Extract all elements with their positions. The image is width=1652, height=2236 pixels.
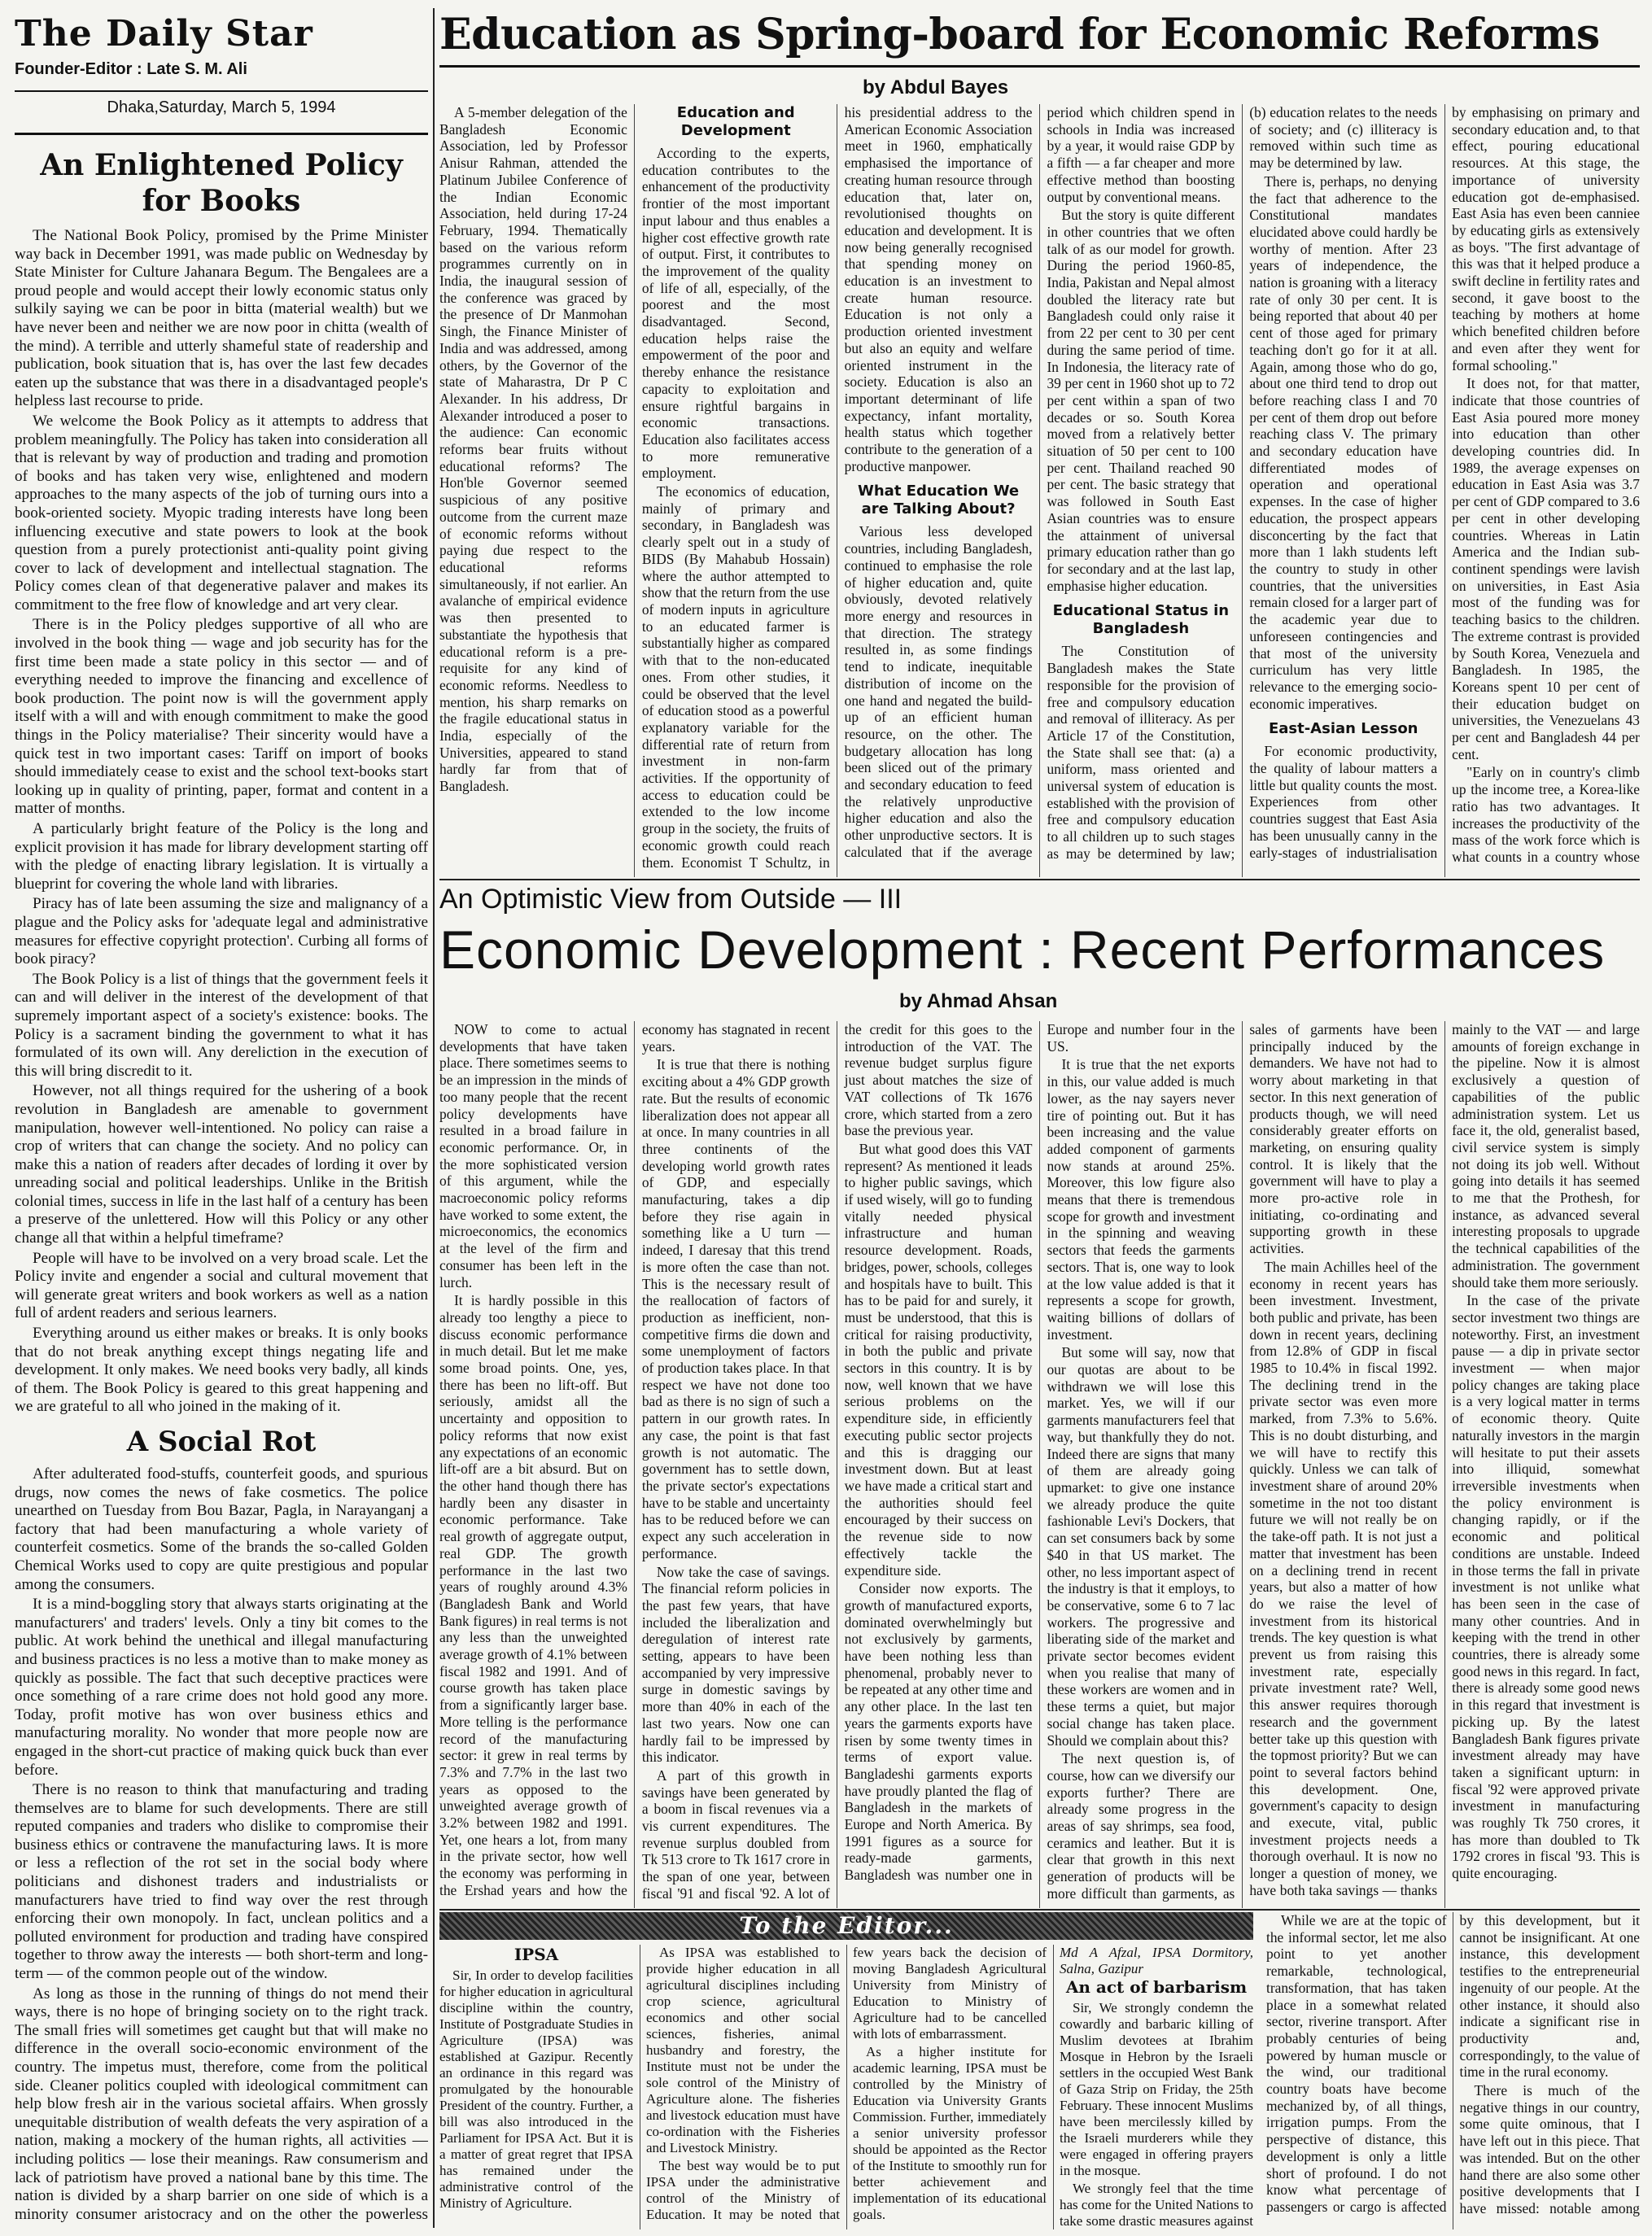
- subheading: What Education We are Talking About?: [858, 483, 1020, 518]
- paragraph: Various less developed countries, including Bangladesh, continued to emphasise the role of higher education and, quite obviously, devoted relatively more energy and resources in that direction. The strategy resulted in, as some findings tend to indicate, inequitable distribution of income on the one hand and negated the build-up of an efficient human resource, on the other. The budgetary allocation has long been sliced out of the primary and secondary education to feed the relatively unproductive higher education and also the other unproductive sectors. It is calculated that if the average period which children spend in schools in India was increased by a year, it would raise GDP by a fifth — a far cheaper and more effective method than boosting output by conventional means.: [844, 104, 1235, 860]
- column-rule-left: [433, 8, 435, 2228]
- paragraph: Sir, In order to develop facilities for higher education in agricultural discipline within the country, Institute of Postgraduate Studies in Agriculture (IPSA) was established at Gazipur. Recently an ordinance in this regard was promulgated by the honourable President of the country. Further, a bill was also introduced in the Parliament for IPSA Act. But it is a matter of great regret that IPSA has remained under the administrative control of the Ministry of Agriculture.: [439, 1967, 633, 2211]
- paragraph: Consider now exports. The growth of manufactured exports, dominated overwhelmingly but not exclusively by garments, have been nothing less than phenomenal, probably never to be repeated at any other time and any other place. In the last ten years the garments exports have risen by some twenty times in terms of export value. Bangladeshi garments exports have proudly planted the flag of Bangladesh in the markets of Europe and North America. By 1991 figures as a source for ready-made garments, Bangladesh was number one in Europe and number four in the US.: [844, 1021, 1235, 1884]
- paragraph: There is much of the negative things in our country, some quite ominous, that I have left out in this piece. That was intended. But on the other hand there are also some other positive developments that I have missed: notable among: [1459, 2082, 1640, 2216]
- paragraph: The best way would be to put IPSA under the administrative control of the Ministry of Education. It may be noted that few years back the decision of moving Bangladesh Agricultural University from Ministry of Education to Ministry of Agriculture had to be cancelled with lots of embarrassment.: [646, 1945, 1047, 2222]
- letters-body: [439, 1945, 1253, 2229]
- paragraph: After adulterated food-stuffs, counterfeit goods, and spurious drugs, now comes the news of fake cosmetics. The police unearthed on Tuesday from Bou Bazar, Pagla, in Narayanganj a factory that had been manufacturing a whole variety of counterfeit cosmetics. Some of the brands the so-called Golden Chemical Works used to copy are quite prestigious and popular among the consumers.: [15, 1465, 428, 1593]
- letter-signature: Md A Afzal, IPSA Dormitory, Salna, Gazipur: [1060, 1945, 1253, 1976]
- paragraph: But some will say, now that our quotas are about to be withdrawn we will lose this market. Yes, we will if our garments manufacturers feel that way, but thankfully they do not. Indeed there are signs that many of them are already going upmarket: to give one instance we already produce the quite fashionable Levi's Dockers, that can set consumers back by some $40 in that US market. The other, no less important aspect of the industry is that it employs, to be conservative, some 6 to 7 lac workers. The progressive and liberating side of the market and private sector becomes evident when you realise that many of these workers are women and in these terms a quiet, but major social change has taken place. Should we complain about this?: [1047, 1344, 1235, 1749]
- paragraph: It is hardly possible in this already too lengthy a piece to discuss economic performance in much detail. But let me make some broad points. One, yes, there has been no lift-off. But seriously, amidst all the uncertainty and opposition to policy reforms that now exist any expectations of an economic lift-off are a bit absurd. But on the other hand though there has hardly been any disaster in economic performance. Take real growth of aggregate output, real GDP. The growth performance in the last two years of roughly around 4.3% (Bangladesh Bank and World Bank figures) in real terms is not any less than the unweighted average growth of 4.1% between fiscal 1982 and 1991. And of course growth has taken place from a significantly larger base. More telling is the performance record of the manufacturing sector: it grew in real terms by 7.3% and 7.7% in the last two years as opposed to the unweighted average growth of 3.2% between 1982 and 1991. Yet, one hears a lot, from many in the private sector, how well the economy was performing in the Ershad years and how the economy has stagnated in recent years.: [439, 1021, 830, 1898]
- paragraph: As long as those in the running of things do not mend their ways, there is no hope of bringing society on to the right track. The small fries will sometimes get caught but that will make no difference in the overall socio-economic environment of the country. The impetus must, therefore, come from the political side. Cleaner politics coupled with ideological commitment can help blow fresh air in the various societal affairs. When grossly unequitable distribution of wealth defeats the very aspiration of a nation, making a mockery of the human rights, all activities — including politics — lose their meanings. Raw consumerism and lack of patriotism have proved a national bane by this time. The nation is divided by a sharp barrier on one side of which is a minority consumer aristocracy and on the other the powerless: [15, 1985, 428, 2223]
- paragraph: We strongly feel that the time has come for the United Nations to take some drastic measures against: [1060, 2181, 1253, 2229]
- paragraph: The National Book Policy, promised by the Prime Minister way back in December 1991, was made public on Wednesday by State Minister for Culture Jahanara Begum. The Bengalees are a proud people and would accept their lowly economic status only sulkily saying we can be poor in bitta (material wealth) but we have never been and neither we are now poor in chitta (wealth of the mind). A terrible and utterly shameful state of readership and publication, book situation that is, has over the last few decades eaten up the substance that was there in a disadvantaged people's helpless last recourse to pride.: [15, 227, 428, 410]
- founder-editor: Founder-Editor : Late S. M. Ali: [15, 60, 247, 78]
- paragraph: A part of this growth in savings have been generated by a boom in fiscal revenues via a vis current expenditures. The revenue surplus doubled from Tk 513 crore to Tk 1617 crore in the span of one year, between fiscal '91 and fiscal '92. A lot of the credit for this goes to the introduction of the VAT. The revenue budget surplus figure just about matches the size of VAT collections of Tk 1676 crore, which started from a zero base the previous year.: [641, 1021, 1033, 1902]
- section-rule-middle: [439, 879, 1640, 880]
- paragraph: It is true that there is nothing exciting about a 4% GDP growth rate. But the results of economic liberalization does not appear all at once. In many countries in all three continents of the developing world growth rates of GDP, and especially manufacturing, takes a dip before they rise again in something like a U turn — indeed, I daresay that this trend is more often the case than not. This is the necessary result of the reallocation of factors of production as inefficient, non-competitive firms die down and some unemployment of factors of production takes place. In that respect we have not done too bad as there is no sign of such a pattern in our growth rates. In any case, the point is that fast growth is not automatic. The government has to settle down, the private sector's expectations have to be stable and uncertainty has to be reduced before we can expect any such acceleration in performance.: [641, 1056, 830, 1561]
- masthead: [15, 11, 428, 135]
- paragraph: There is in the Policy pledges supportive of all who are involved in the book thing — wage and job security has for the first time been made a state policy in this sector — and of everything needed to improve the financing and excellence of book production. The point now is will the government apply itself with a will and with enough commitment to make the good things in the Policy materialise? Their sincerity would have a quick test in two important cases: Tariff on import of books should immediately cease to exist and the school text-books start looking up in quality of printing, paper, format and content in a matter of months.: [15, 616, 428, 818]
- paragraph: Everything around us either makes or breaks. It is only books that do not break anything except things negating life and development. It only makes. We need books very badly, all kinds of them. The Book Policy is geared to this great happening and we are grateful to all who joined in the making of it.: [15, 1325, 428, 1416]
- paragraph: According to the experts, education contributes to the enhancement of the productivity frontier of the most important input labour and thus enables a higher cost effective growth rate of output. First, it contributes to the improvement of the quality of life of all, especially, of the poorest and the most disadvantaged. Second, education helps raise the empowerment of the poor and thereby enhance the resistance capacity to exploitation and ensure rightful bargains in economic transactions. Education also facilitates access to more remunerative employment.: [641, 145, 830, 482]
- paragraph: A 5-member delegation of the Bangladesh Economic Association, led by Professor Anisur Rahman, attended the Platinum Jubilee Conference of the Indian Economic Association, held during 17-24 February, 1994. Thematically based on the various reform programmes currently on in India, the inaugural session of the conference was graced by the presence of Dr Manmohan Singh, the Finance Minister of India and was addressed, among others, by the Governor of the state of Maharastra, Dr P C Alexander. In his address, Dr Alexander introduced a poser to the audience: Can economic reforms bear fruits without educational reforms? The Hon'ble Governor seemed suspicious of any positive outcome from the current maze of economic reforms without paying due respect to the educational reforms simultaneously, if not earlier. An avalanche of empirical evidence was then presented to substantiate the hypothesis that educational reform is a pre-requisite for any kind of economic reforms. Needless to mention, his sharp remarks on the fragile educational status in India, especially of the Universities, appeared to stand hardly far from that of Bangladesh.: [439, 104, 627, 795]
- letters-banner: [439, 1912, 1253, 1940]
- paragraph: It is true that the net exports in this, our value added is much lower, as the nay sayers never tire of pointing out. But it has been increasing and the value added component of garments now stands at around 25%. Moreover, this low figure also means that there is tremendous scope for growth and investment in the spinning and weaving sectors that feeds the garments sectors. That is, one way to look at the low value added is that it represents a scope for growth, waiting billions of dollars of investment.: [1047, 1056, 1235, 1343]
- economic-development-article: [439, 883, 1640, 1912]
- editorial-title-social-rot: A Social Rot: [126, 1426, 317, 1458]
- letter-title: IPSA: [514, 1945, 559, 1964]
- article-byline: by Abdul Bayes: [863, 76, 1009, 98]
- paragraph: The Book Policy is a list of things that the government feels it can and will deliver in the interest of the development of that supremely important aspect of a society's existence: books. The Policy is a sacrament binding the government to what it has formulated of its own will. Any dereliction in the execution of this will bring discredit to it.: [15, 970, 428, 1080]
- paragraph: A particularly bright feature of the Policy is the long and explicit provision it has made for library development starting off with the pledge of enacting library legislation. It is virtually a blueprint for covering the whole land with libraries.: [15, 820, 428, 893]
- paragraph: There is, perhaps, no denying the fact that adherence to the Constitutional mandates elucidated above could hardly be worthy of mention. After 23 years of independence, the nation is groaning with a literacy rate of only 30 per cent. It is being reported that about 40 per cent of those aged for primary teaching don't go for it at all. Again, among those who do go, about one third tend to drop out before reaching class I and 70 per cent of them drop out before reaching class V. The primary and secondary education have differentiated modes of operation and operational expenses. In the case of higher education, the prospect appears disconcerting by the fact that more than 1 lakh students left the country to study in other countries, that the universities remain closed for a larger part of the academic year due to unforeseen contingencies and that most of the university curriculum has very little relevance to the emerging socio-economic imperatives.: [1249, 173, 1438, 712]
- editorial-column: [15, 142, 428, 2225]
- article-body-economic: [439, 1021, 1640, 1908]
- subheading: East-Asian Lesson: [1268, 720, 1418, 738]
- paragraph: The Constitution of Bangladesh makes the State responsible for the provision of free and compulsory education and removal of illiteracy. As per Article 17 of the Constitution, the State shall see that: (a) a uniform, mass oriented and universal system of education is established with the provision of free and compulsory education to all children up to such stages as may be determined by law; (b) education relates to the needs of society; and (c) illiteracy is removed within such time as may be determined by law.: [1047, 104, 1438, 862]
- article-byline-economic: by Ahmad Ahsan: [899, 990, 1058, 1012]
- series-kicker: An Optimistic View from Outside — III: [439, 884, 902, 915]
- paragraph: The economics of education, mainly of primary and secondary, in Bangladesh was clearly spelt out in a study of BIDS (By Mahabub Hossain) where the author attempted to show that the return from the use of modern inputs in agriculture to an educated farmer is substantially higher as compared with that to the non-educated ones. From other studies, it could be observed that the level of education stood as a powerful explanatory variable for the differential rate of return from investment in non-farm activities. If the opportunity of access to education could be extended to the low income group in the society, the fruits of economic growth could reach them. Economist T Schultz, in his presidential address to the American Economic Association meet in 1960, emphatically emphasised the importance of creating human resource through education that, later on, revolutionised thoughts on education and development. It is now being generally recognised that spending money on education is an investment to create human resource. Education is not only a production oriented investment but also an equity and welfare oriented instrument in the society. Education is also an important determinant of life expectancy, infant mortality, health status which together contribute to the generation of a productive manpower.: [641, 104, 1033, 871]
- paragraph: Now take the case of savings. The financial reform policies in the past few years, that have included the liberalization and deregulation of interest rate setting, appears to have been accompanied by very impressive surge in domestic savings by more than 40% in each of the last two years. Now one can hardly fail to be impressed by this indicator.: [641, 1563, 830, 1766]
- paragraph: It does not, for that matter, indicate that those countries of East Asia poured more money into education than other developing countries did. In 1989, the average expenses on education in East Asia was 3.7 per cent of GDP compared to 3.6 per cent in other developing countries. Whereas in Latin America and the Indian sub-continent spendings were lavish on universities, in East Asia most of the funding was for teaching basics to the children. The extreme contrast is provided by South Korea, Venezuela and Bangladesh. In 1985, the Koreans spent 10 per cent of their education budget on universities, the Venezuelans 43 per cent and Bangladesh 44 per cent.: [1452, 375, 1640, 762]
- letters-banner-label: To the Editor...: [739, 1912, 954, 1939]
- newspaper-name: The Daily Star: [15, 13, 313, 55]
- paragraph: But the story is quite different in other countries that we often talk of as our model for growth. During the period 1960-85, India, Pakistan and Nepal almost doubled the literacy rate but Bangladesh could only raise it from 22 per cent to 30 per cent during the same period of time. In Indonesia, the literacy rate of 39 per cent in 1960 shot up to 72 per cent within a span of two decades or so. South Korea moved from a relatively better situation of 50 per cent to 100 per cent. Thailand reached 90 per cent. The basic strategy that was followed in South East Asian countries was to ensure the attainment of universal primary education rather than go for secondary and at the last lap, emphasise higher education.: [1047, 207, 1235, 594]
- editorial-body-social-rot: [15, 1465, 428, 2225]
- paragraph: In the case of the private sector investment two things are noteworthy. First, an investment pause — a dip in private sector investment — when major policy changes are taking place is a very logical matter in terms of economic theory. Quite naturally investors in the margin will hesitate to put their assets into illiquid, somewhat irreversible investments when the policy environment is changing rapidly, or if the economic and political conditions are unstable. Indeed in those terms the fall in private investment is not unlike what has been seen in the case of many other countries. And in keeping with the trend in other countries, there is already some good news in this regard. In fact, there is already some good news in this regard that investment is picking up. By the latest Bangladesh Bank figures private investment already may have taken a significant upturn: in fiscal '92 were approved private investment in manufacturing was roughly Tk 750 crores, it has more than doubled to Tk 1792 crores in fiscal '93. This is quite encouraging.: [1452, 1292, 1640, 1882]
- subheading: Educational Status in Bangladesh: [1052, 602, 1230, 638]
- paragraph: But what good does this VAT represent? As mentioned it leads to higher public savings, which if used wisely, will go to funding vitally needed physical infrastructure and human resource development. Roads, bridges, power, schools, colleges and hospitals have to built. This has to be paid for and surely, it must be understood, that this is critical for raising productivity, in both the public and private sectors in this country. It is by now, well known that we have serious problems on the expenditure side, in efficiently executing public sector projects and this is dragging our investment down. But at least we have made a critical start and the authorities should feel encouraged by their success on the revenue side to now effectively tackle the expenditure side.: [844, 1140, 1033, 1579]
- paragraph: The main Achilles heel of the economy in recent years has been investment. Investment, both public and private, has been down in recent years, declining from 12.8% of GDP in fiscal 1985 to 10.4% in fiscal 1992. The declining trend in the private sector was even more marked, from 7.3% to 5.6%. This is no doubt disturbing, and we will have to rectify this quickly. Unless we can talk of investment share of around 20% sometime in the not too distant future we will not really be on the take-off path. It is not just a matter that investment has been on a declining trend in recent years, but also a matter of how do we raise the level of investment from its historical trends. The key question is what prevent us from raising this investment rate, especially private investment rate? Well, this answer requires thorough research and the government better take up this question with the topmost priority? But we can point to several factors behind this development. One, government's capacity to design and execute, vital, public investment projects needs a thorough overhaul. It is now no longer a question of money, we have both taka savings — thanks mainly to the VAT — and large amounts of foreign exchange in the pipeline. Now it is almost exclusively a question of capabilities of the public administration system. Let us face it, the old, generalist based, civil service system is simply not doing its job well. Without going into details it has seemed to me that the Prothesh, for instance, as advanced several interesting proposals to upgrade the technical capabilities of the administration. The government should take them more seriously.: [1249, 1021, 1640, 1898]
- letter-title: An act of barbarism: [1065, 1977, 1248, 1997]
- education-article: [439, 8, 1640, 879]
- paragraph: While we are at the topic of the informal sector, let me also point to yet another remarkable, technological, transformation, that has taken place in a somewhat related sector, riverine transport. After probably centuries of being powered by human muscle or the wind, our traditional country boats have become mechanized by, of all things, irrigation pumps. From the perspective of distance, this development is only a little short of profound. I do not know what percentage of passengers or cargo is affected by this development, but it cannot be insignificant. At one instance, this development testifies to the entrepreneurial ingenuity of our people. At the other instance, it should also indicate a significant rise in productivity and, correspondingly, to the value of time in the rural economy.: [1266, 1912, 1640, 2215]
- dateline: Dhaka,Saturday, March 5, 1994: [15, 90, 428, 117]
- paragraph: As IPSA was established to provide higher education in all agricultural disciplines including crop science, agricultural economics and other social sciences, fisheries, animal husbandry and forestry, the Institute must not be under the sole control of the Ministry of Agriculture alone. The fisheries and livestock education must have co-ordination with the Fisheries and Livestock Ministry.: [646, 1945, 840, 2155]
- article-continuation: [1266, 1912, 1640, 2229]
- paragraph: Sir, We strongly condemn the cowardly and barbaric killing of Muslim devotees at Ibrahim Mosque in Hebron by the Israeli settlers in the occupied West Bank of Gaza Strip on Friday, the 25th February. These innocent Muslims have been mercilessly killed by the Israeli murderers while they were engaged in offering prayers in the mosque.: [1060, 2000, 1253, 2178]
- letters-section: [439, 1912, 1640, 2229]
- article-headline: Education as Spring-board for Economic Reforms: [439, 8, 1640, 68]
- paragraph: People will have to be involved on a very broad scale. Let the Policy invite and engender a social and cultural movement that will generate great writers and book workers as well as a nation full of ardent readers and serious learners.: [15, 1249, 428, 1322]
- paragraph: There is no reason to think that manufacturing and trading themselves are to blame for such developments. There are still reputed companies and traders who dislike to compromise their business ethics or contravene the manufacturing laws. It is more or less a reflection of the rot set in the social body where politicians and dishonest traders and industrialists or manufacturers have tried to find way over the rest through enforcing their own monopoly. In fact, unclean politics and a polluted environment for production and trading have conspired together to throw away the interests — both short-term and long-term — of the common people out of the window.: [15, 1781, 428, 1983]
- editorial-body: [15, 227, 428, 1417]
- paragraph: The next question is, of course, how can we diversify our exports further? There are already some progress in the areas of say shrimps, sea food, ceramics and leather. But it is clear that growth in this next generation of products will be more difficult than garments, as sales of garments have been principally induced by the demanders. We have not had to worry about marketing in that sector. In this next generation of products though, we will need considerably greater efforts on marketing, on ensuring quality control. It is likely that the government will have to play a more pro-active role in initiating, co-ordinating and supporting growth in these activities.: [1047, 1021, 1438, 1902]
- paragraph: It is a mind-boggling story that always starts originating at the manufacturers' and traders' levels. Only a tiny bit comes to the public. At work behind the unethical and illegal manufacturing and business practices is no less a motive than to make money as quickly as possible. The fact that such deceptive practices were once something of a rare crime does not hold good any more. Today, profit motive has won over business ethics and manufacturing morality. No wonder that more people now are engaged in the short-cut practice of making quick buck than ever before.: [15, 1596, 428, 1779]
- paragraph: However, not all things required for the ushering of a book revolution in Bangladesh are amenable to government manipulation, however well-intentioned. No policy can raise a crop of writers that can change the society. And no policy can make this a nation of readers after decades of lording it over by unreading social and political leaderships. Unlike in the British colonial times, success in life in the last half of a century has been a preserve of the unlettered. How will this Policy or any other change all that within a helpful timeframe?: [15, 1082, 428, 1247]
- paragraph: For economic productivity, the quality of labour matters a little but quality counts the most. Experiences from other countries suggest that East Asia has been unusually canny in the early-stages of industrialisation by emphasising on primary and secondary education and, to that effect, pouring educational resources. At this stage, the importance of university education got de-emphasised. East Asia has even been canniee by educating girls as extensively as boys. "The first advantage of this was that it helped produce a swift decline in fertility rates and second, it gave boost to the teaching by mothers at home which benefited children before and even after they went for formal schooling.": [1249, 104, 1640, 861]
- paragraph: As a higher institute for academic learning, IPSA must be controlled by the Ministry of Education via University Grants Commission. Further, immediately a senior university professor should be appointed as the Rector of the Institute to smoothly run for better achievement and implementation of its educational goals.: [853, 2044, 1047, 2222]
- editorial-title: An Enlightened Policy for Books: [40, 148, 403, 218]
- paragraph: We welcome the Book Policy as it attempts to address that problem meaningfully. The Policy has taken into consideration all that is relevant by way of production and trading and promotion of books and has taken very wise, enlightened and modern approaches to the many aspects of the job of turning ours into a book-oriented society. Myopic trading interests have long been influencing executive and state powers to look at the book question from a purely protectionist anti-quality point giving cover to lack of development and intellectual stagnation. The Policy comes clean of that degenerative palaver and makes its commitment to the free flow of knowledge and art very clear.: [15, 412, 428, 614]
- paragraph: Piracy has of late been assuming the size and malignancy of a plague and the Policy asks for 'adequate legal and administrative measures for effective copyright protection'. Curbing all forms of book piracy?: [15, 895, 428, 968]
- paragraph: "Early on in country's climb up the income tree, a Korea-like ratio has two advantages. It increases the productivity of the mass of the work force which is what counts in a country whose: [1452, 764, 1640, 865]
- article-headline-economic: Economic Development : Recent Performances: [439, 919, 1606, 980]
- article-body: [439, 104, 1640, 877]
- subheading: Education and Development: [676, 104, 795, 139]
- paragraph: NOW to come to actual developments that have taken place. There sometimes seems to be an impression in the minds of too many people that the recent policy developments have resulted in a broad failure in economic performance. Or, in the more sophisticated version of this argument, while the macroeconomic policy reforms have worked to some extent, the microeconomics, the economics at the level of the firm and consumer has been left in the lurch.: [439, 1021, 627, 1291]
